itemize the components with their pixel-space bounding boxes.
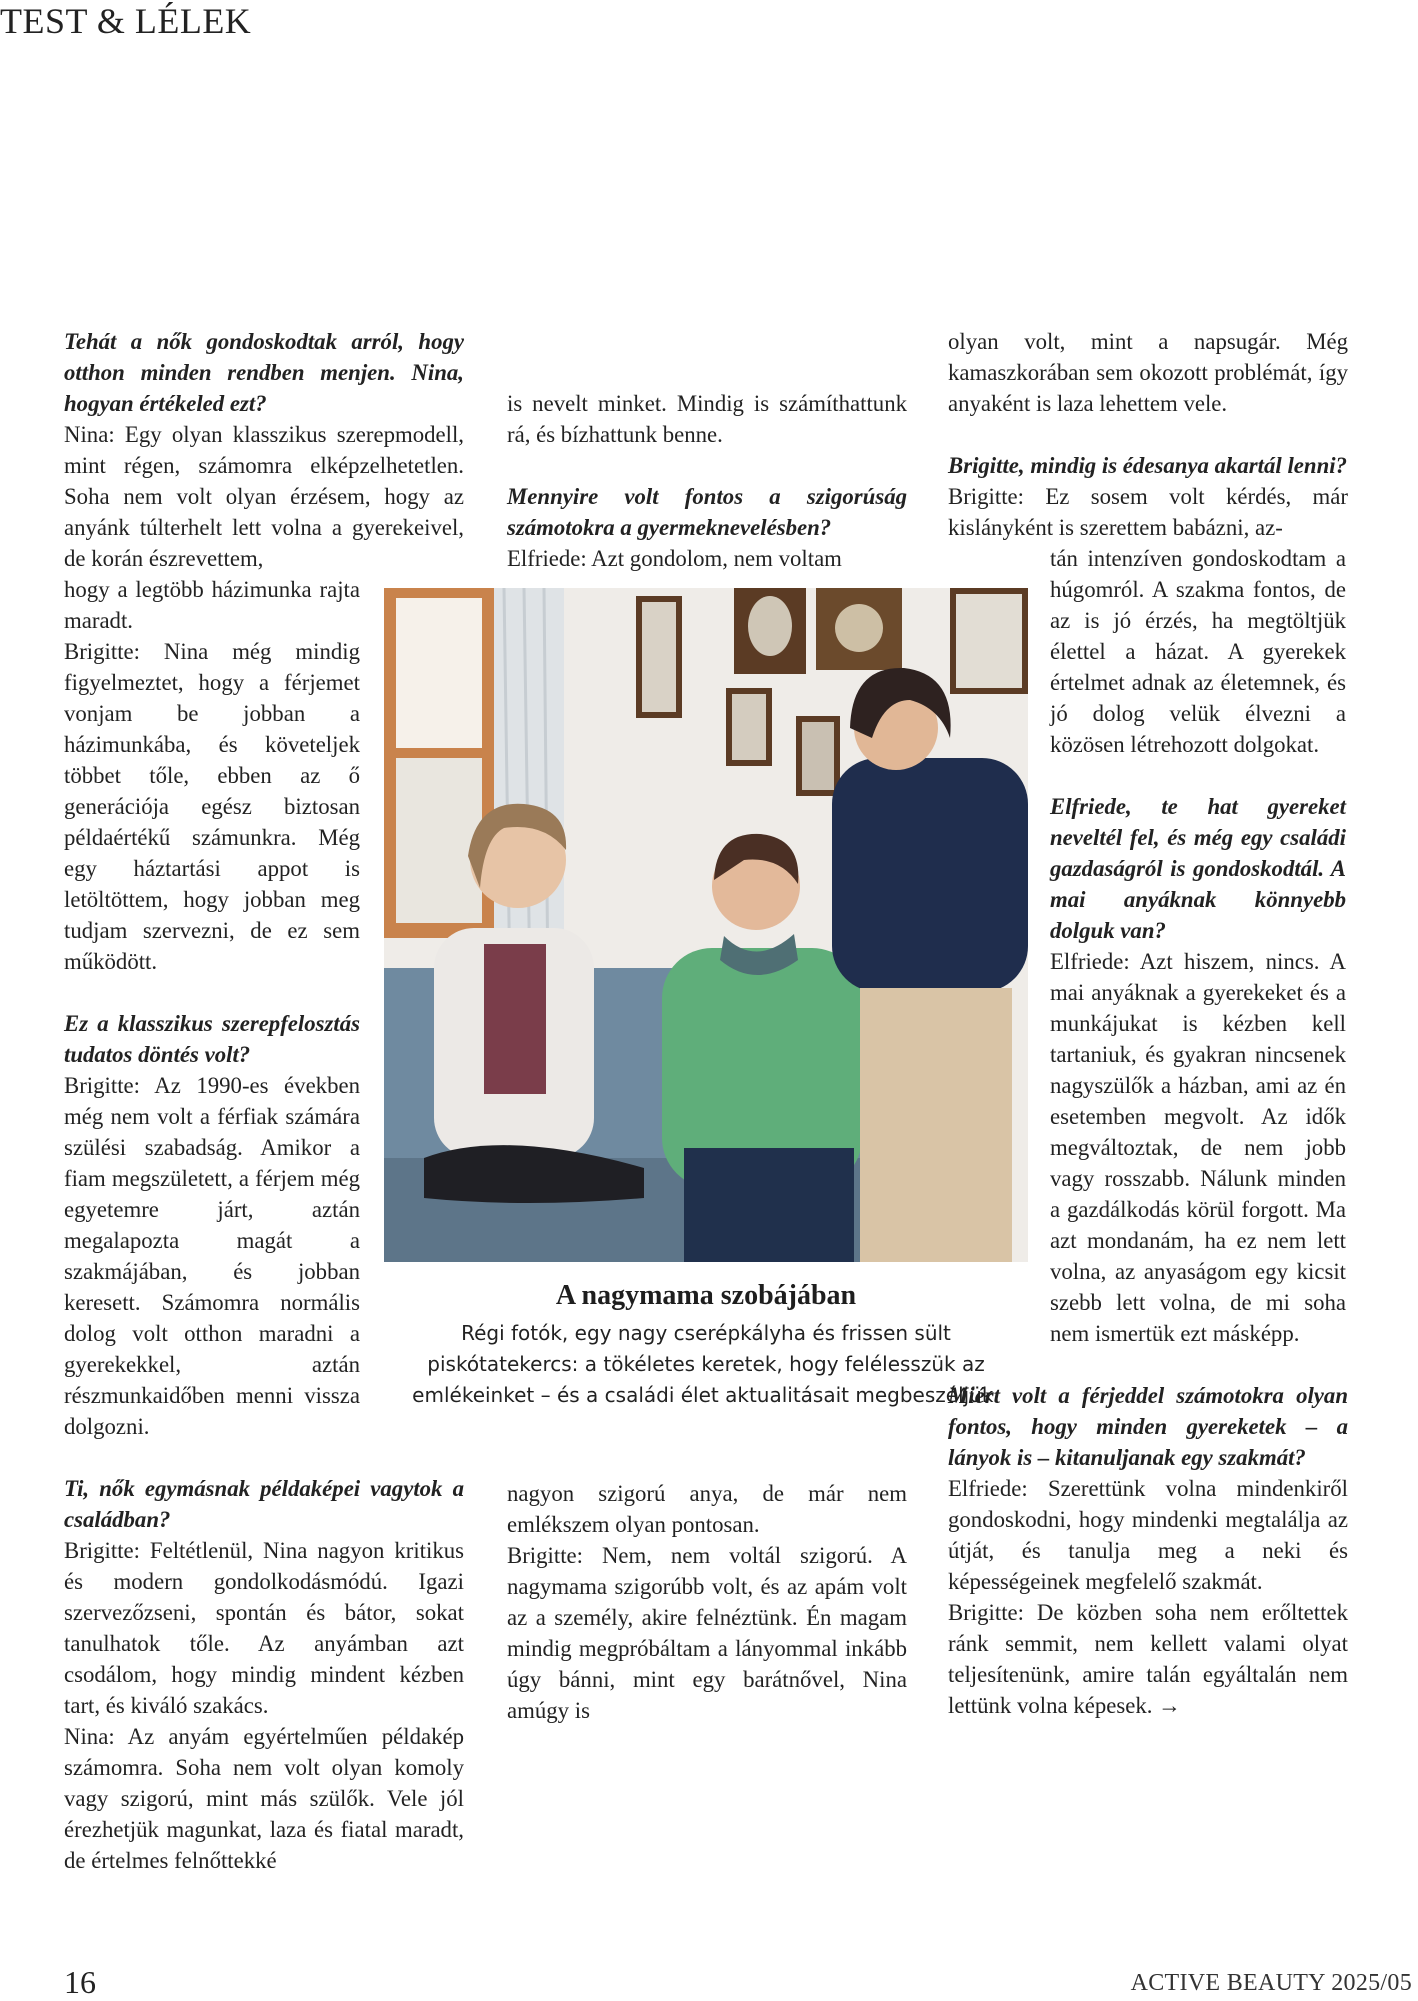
question-heading: Ez a klasszikus szerepfelosztás tudatos döntés volt? xyxy=(64,1011,360,1067)
photo-caption xyxy=(390,1280,1022,1411)
question-heading: Tehát a nők gondoskodtak arról, hogy otthon minden rendben menjen. Nina, hogyan értékeled ezt? xyxy=(64,329,464,416)
paragraph: Elfriede: Azt hiszem, nincs. A mai anyáknak a gyerekeket és a munkájukat is kézben kell tartaniuk, és gyakran nincsenek nagyszülők a házban, ami az én esetemben megvolt. Az idők megváltoztak, de nem jobb vagy rosszabb. Nálunk minden a gazdálkodás körül forgott. Ma azt mondanám, ha ez nem lett volna, az anyaságom egy kicsit szebb lett volna, de mi soha nem ismertük ezt másképp. xyxy=(1050,949,1346,1346)
paragraph: Brigitte: Nem, nem voltál szigorú. A nagymama szigorúbb volt, és az apám volt az a személy, akire felnéztünk. Én magam mindig megpróbáltam a lányommal inkább úgy bánni, mint egy barátnővel, Nina amúgy is xyxy=(507,1543,907,1723)
question-heading: Brigitte, mindig is édesanya akartál lenni? xyxy=(948,453,1347,478)
person-navy-sweater xyxy=(832,758,1028,992)
paragraph: Brigitte: Feltétlenül, Nina nagyon kritikus és modern gondolkodásmódú. Igazi szervezőzseni, spontán és bátor, sokat tanulhatok tőle. Az anyámban azt csodálom, hogy mindig mindent kézben tart, és kiváló szakács. xyxy=(64,1538,464,1718)
paragraph: Brigitte: Nina még mindig figyelmeztet, hogy a férjemet vonjam be jobban a házimunkába, és követeljek többet tőle, ebben az ő generációja egész biztosan példaértékű számunkra. Még egy háztartási appot is letöltöttem, hogy jobban meg tudjam szervezni, de ez sem működött. xyxy=(64,639,360,974)
paragraph: Elfriede: Azt gondolom, nem voltam xyxy=(507,546,842,571)
paragraph: Brigitte: De közben soha nem erőltettek ránk semmit, nem kellett valami olyat teljesítenünk, amire talán egyáltalán nem lettünk volna képesek. → xyxy=(948,1600,1348,1718)
paragraph: olyan volt, mint a napsugár. Még kamaszkorában sem okozott problémát, így anyaként is laza lehettem vele. xyxy=(948,329,1348,416)
paragraph: Nina: Egy olyan klasszikus szerepmodell, mint régen, számomra elképzelhetetlen. Soha nem volt olyan érzésem, hogy az anyánk túlterhelt lett volna a gyerekeivel, de korán észrevettem, xyxy=(64,422,464,571)
paragraph: Brigitte: Az 1990-es években még nem volt a férfiak számára szülési szabadság. Amikor a fiam megszületett, a férjem még egyetemre járt, aztán megalapozta magát a szakmájában, és jobban keresett. Számomra normális dolog volt otthon maradni a gyerekekkel, aztán részmunkaidőben menni vissza dolgozni. xyxy=(64,1073,360,1439)
person-shirt xyxy=(484,944,546,1094)
question-heading: Elfriede, te hat gyereket neveltél fel, és még egy családi gazdaságról is gondoskodtál. A mai anyáknak könnyebb dolguk van? xyxy=(1050,794,1346,943)
paragraph: nagyon szigorú anya, de már nem emlékszem olyan pontosan. xyxy=(507,1481,907,1537)
person-jeans xyxy=(684,1148,854,1262)
paragraph: Elfriede: Szerettünk volna mindenkiről gondoskodni, hogy mindenki megtalálja az útját, és tanulja meg a neki és képességeinek megfelelő szakmát. xyxy=(948,1476,1348,1594)
question-heading: Mennyire volt fontos a szigorúság számotokra a gyermeknevelésben? xyxy=(507,484,907,540)
paragraph: Brigitte: Ez sosem volt kérdés, már kislányként is szerettem babázni, az- xyxy=(948,484,1348,540)
question-heading: Ti, nők egymásnak példaképei vagytok a családban? xyxy=(64,1476,464,1532)
paragraph: tán intenzíven gondoskodtam a húgomról. A szakma fontos, de az is jó érzés, ha megtöltjük élettel a házat. A gyerekek értelmet adnak az életemnek, és jó dolog velük élvezni a közösen létrehozott dolgokat. xyxy=(1050,546,1346,757)
family-photo xyxy=(384,588,1028,1262)
column-middle-lower xyxy=(507,1478,907,1726)
window-pane-icon xyxy=(396,758,482,923)
page-number: 16 xyxy=(64,1964,96,2000)
caption-text: Régi fotók, egy nagy cserépkályha és frissen sült piskótatekercs: a tökéletes keretek, hogy felélesszük az emlékeinket – és a családi élet aktualitásait megbeszéljük. xyxy=(412,1321,1000,1407)
magazine-issue: ACTIVE BEAUTY 2025/05 xyxy=(1130,1970,1412,1996)
section-title: TEST & LÉLEK xyxy=(0,1,252,41)
paragraph: hogy a legtöbb házimunka rajta maradt. xyxy=(64,577,360,633)
window-pane-icon xyxy=(396,598,482,748)
paragraph: is nevelt minket. Mindig is számíthattunk rá, és bízhattunk benne. xyxy=(507,391,907,447)
column-middle xyxy=(507,388,907,574)
paragraph: Nina: Az anyám egyértelműen példakép számomra. Soha nem volt olyan komoly vagy szigorú, mint más szülők. Vele jól érezhetjük magunkat, laza és fiatal maradt, de értelmes felnőttekké xyxy=(64,1724,464,1873)
person-khaki-pants xyxy=(860,988,1012,1262)
question-heading: Miért volt a férjeddel számotokra olyan fontos, hogy minden gyereketek – a lányok is – kitanuljanak egy szakmát? xyxy=(948,1383,1348,1470)
caption-title: A nagymama szobájában xyxy=(555,1280,857,1311)
